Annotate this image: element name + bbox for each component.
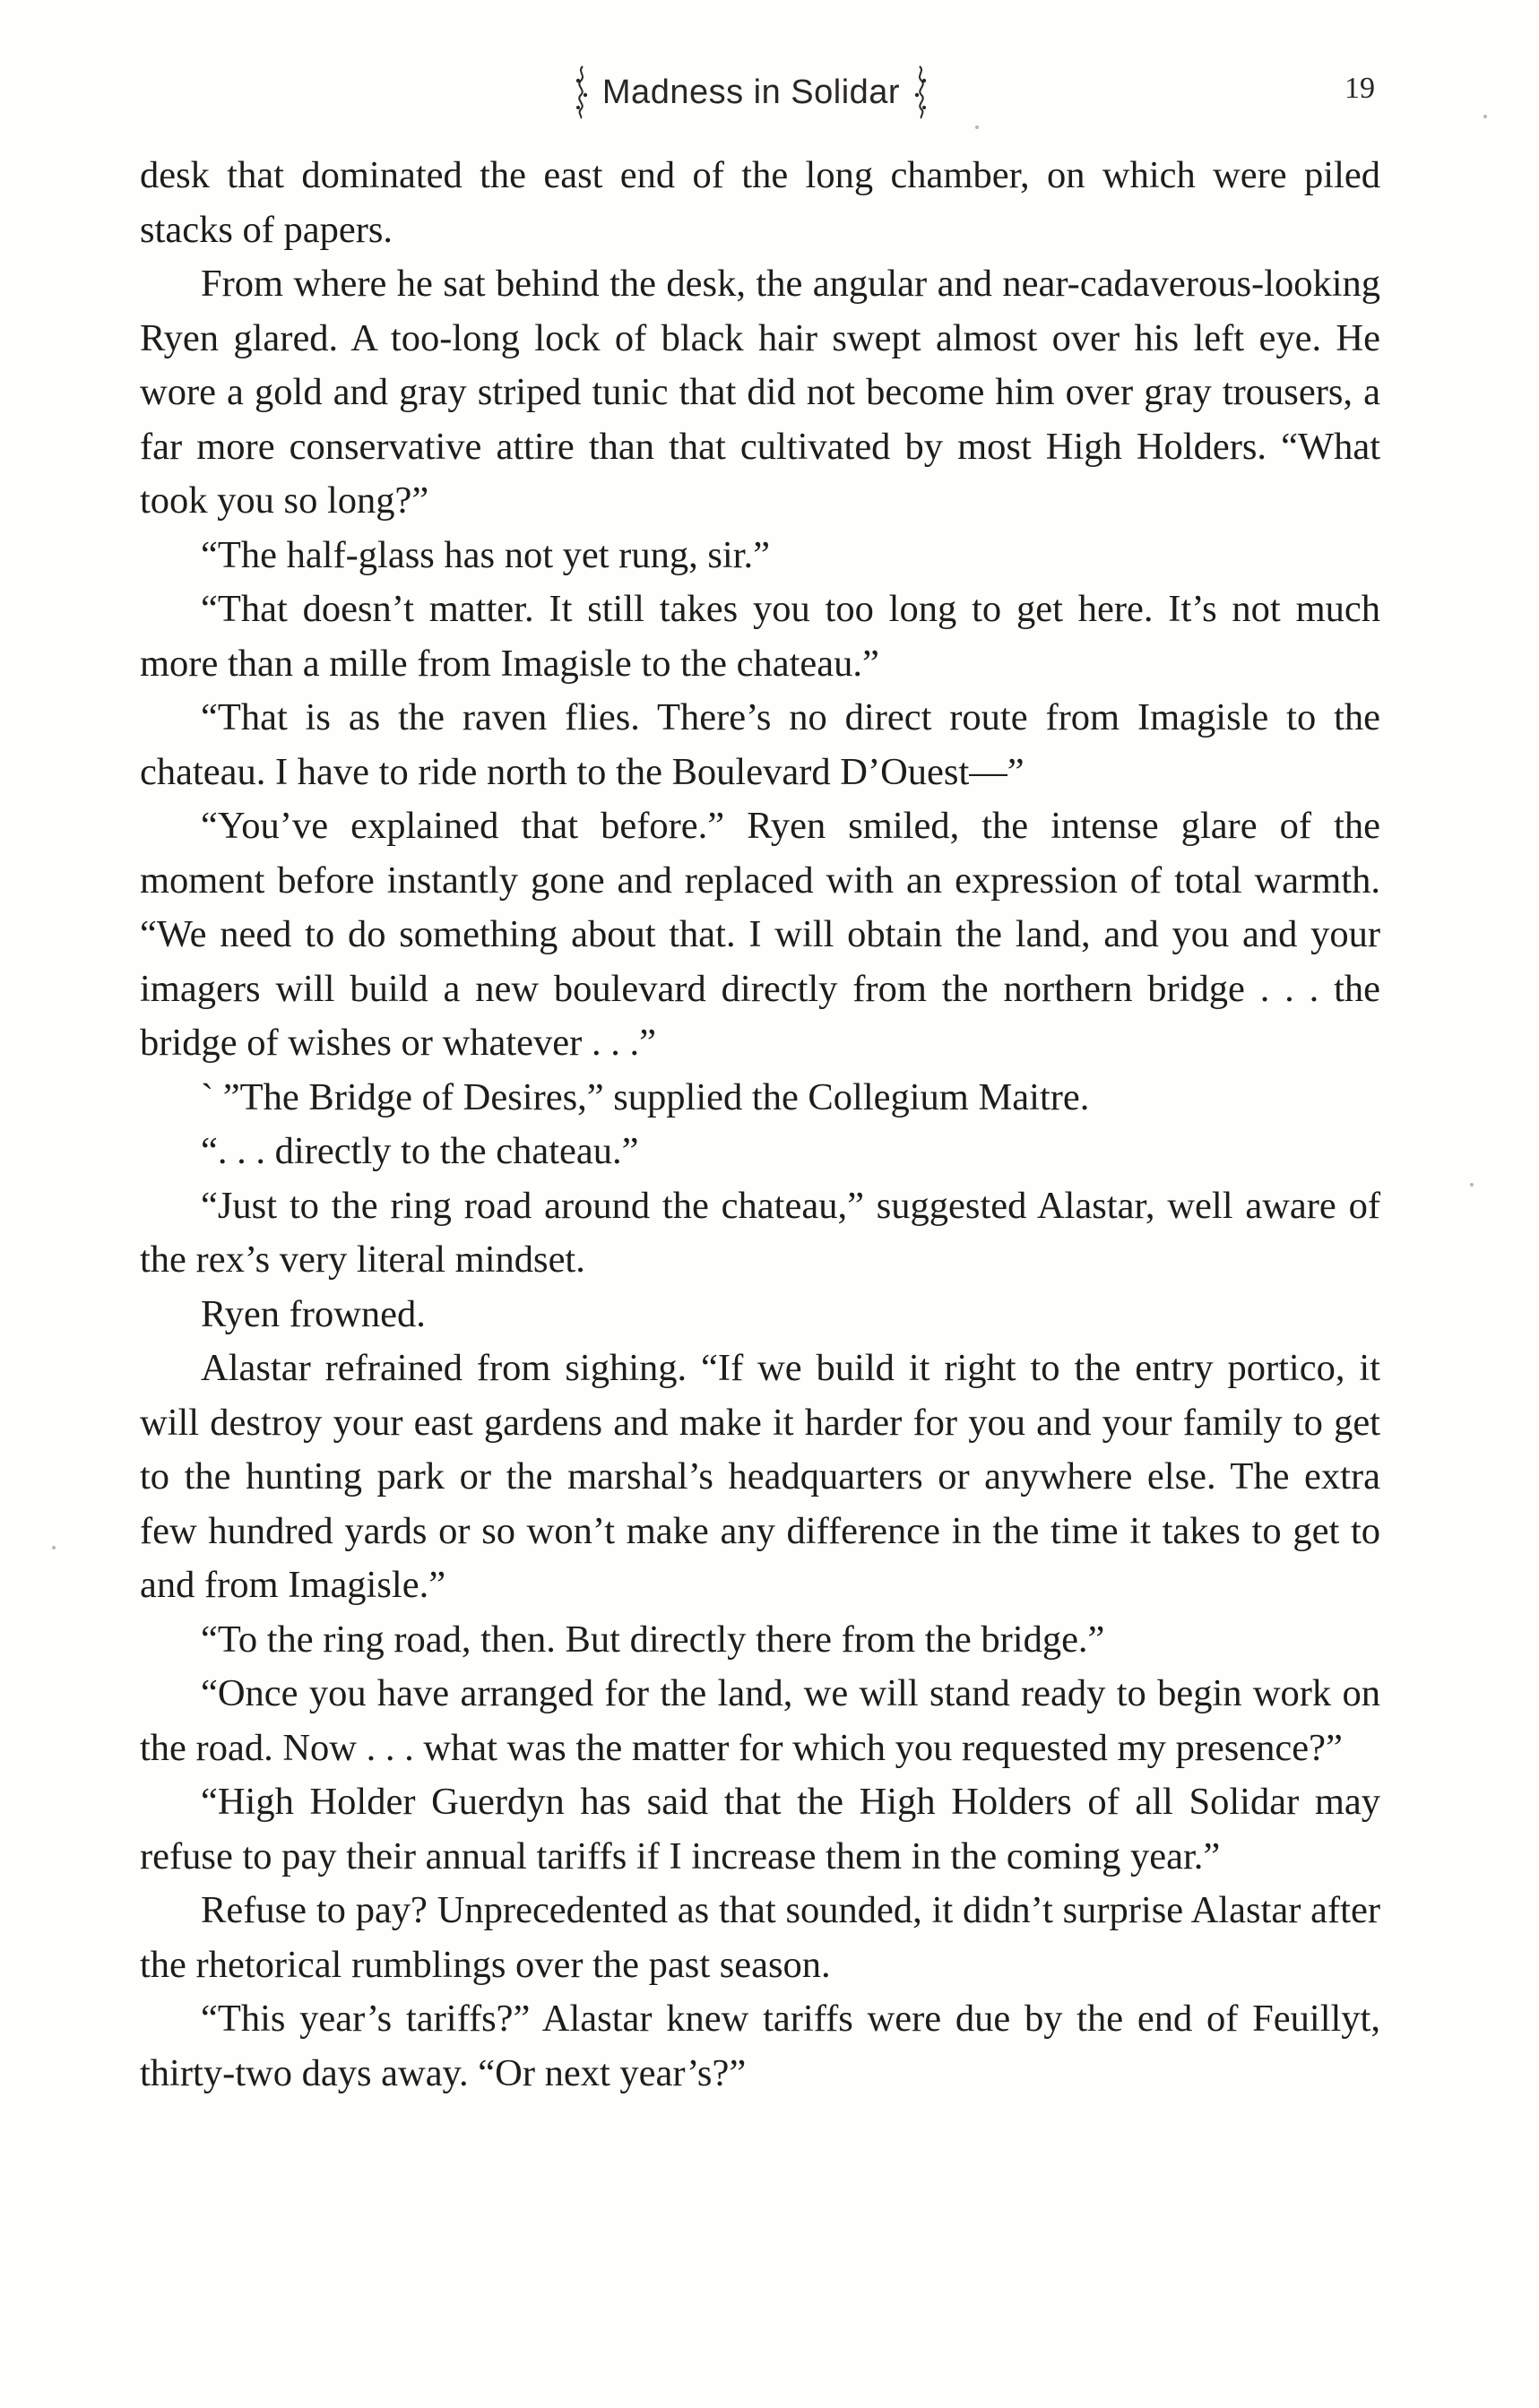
scan-speck (1483, 115, 1487, 118)
paragraph: “Once you have arranged for the land, we will stand ready to begin work on the road. Now . . . what was the matter for which you requested my presence?” (140, 1672, 1380, 1769)
paragraph: From where he sat behind the desk, the angular and near-cadaverous-looking Ryen glared. A too-long lock of black hair swept almost over his left eye. He wore a gold and gray striped tunic that did not become him over gray trousers, a far more conservative attire than that cultivated by most High Holders. “What took you so long?” (140, 263, 1380, 522)
paragraph: “The half-glass has not yet rung, sir.” (201, 533, 770, 576)
left-flourish-icon (572, 65, 592, 120)
paragraph: “High Holder Guerdyn has said that the High Holders of all Solidar may refuse to pay their annual tariffs if I increase them in the coming year.” (140, 1781, 1380, 1877)
paragraph: “To the ring road, then. But directly there from the bridge.” (201, 1618, 1105, 1661)
right-flourish-icon (911, 65, 930, 120)
running-head-center (518, 61, 984, 124)
scan-speck (52, 1546, 56, 1549)
scan-speck (1470, 1183, 1474, 1187)
paragraph: “You’ve explained that before.” Ryen smiled, the intense glare of the moment before instantly gone and replaced with an expression of total warmth. “We need to do something about that. I will obtain the land, and you and your imagers will build a new boulevard directly from the northern bridge . . . the bridge of wishes or whatever . . .” (140, 805, 1380, 1064)
paragraph: “This year’s tariffs?” Alastar knew tariffs were due by the end of Feuillyt, thirty-two days away. “Or next year’s?” (140, 1998, 1380, 2094)
paragraph: Alastar refrained from sighing. “If we build it right to the entry portico, it will destroy your east gardens and make it harder for you and your family to get to the hunting park or the marshal’s headquarters or anywhere else. The extra few hundred yards or so won’t make any difference in the time it takes to get to and from Imagisle.” (140, 1347, 1380, 1606)
paragraph: Ryen frowned. (201, 1292, 426, 1335)
running-head (0, 61, 1539, 124)
paragraph: “That doesn’t matter. It still takes you too long to get here. It’s not much more than a mille from Imagisle to the chateau.” (140, 588, 1380, 685)
page-number: 19 (1344, 72, 1375, 105)
scan-speck (975, 125, 979, 129)
paragraph: “Just to the ring road around the chateau,” suggested Alastar, well aware of the rex’s very literal mindset. (140, 1184, 1380, 1281)
paragraph: “That is as the raven flies. There’s no direct route from Imagisle to the chateau. I have to ride north to the Boulevard D’Ouest—” (140, 696, 1380, 793)
paragraph: ` ”The Bridge of Desires,” supplied the Collegium Maitre. (201, 1075, 1090, 1118)
paragraph: desk that dominated the east end of the long chamber, on which were piled stacks of papers. (140, 154, 1380, 251)
body-text (140, 149, 1380, 2101)
paragraph: “. . . directly to the chateau.” (201, 1130, 639, 1172)
running-title: Madness in Solidar (601, 73, 901, 111)
paragraph: Refuse to pay? Unprecedented as that sounded, it didn’t surprise Alastar after the rhetorical rumblings over the past season. (140, 1889, 1380, 1986)
